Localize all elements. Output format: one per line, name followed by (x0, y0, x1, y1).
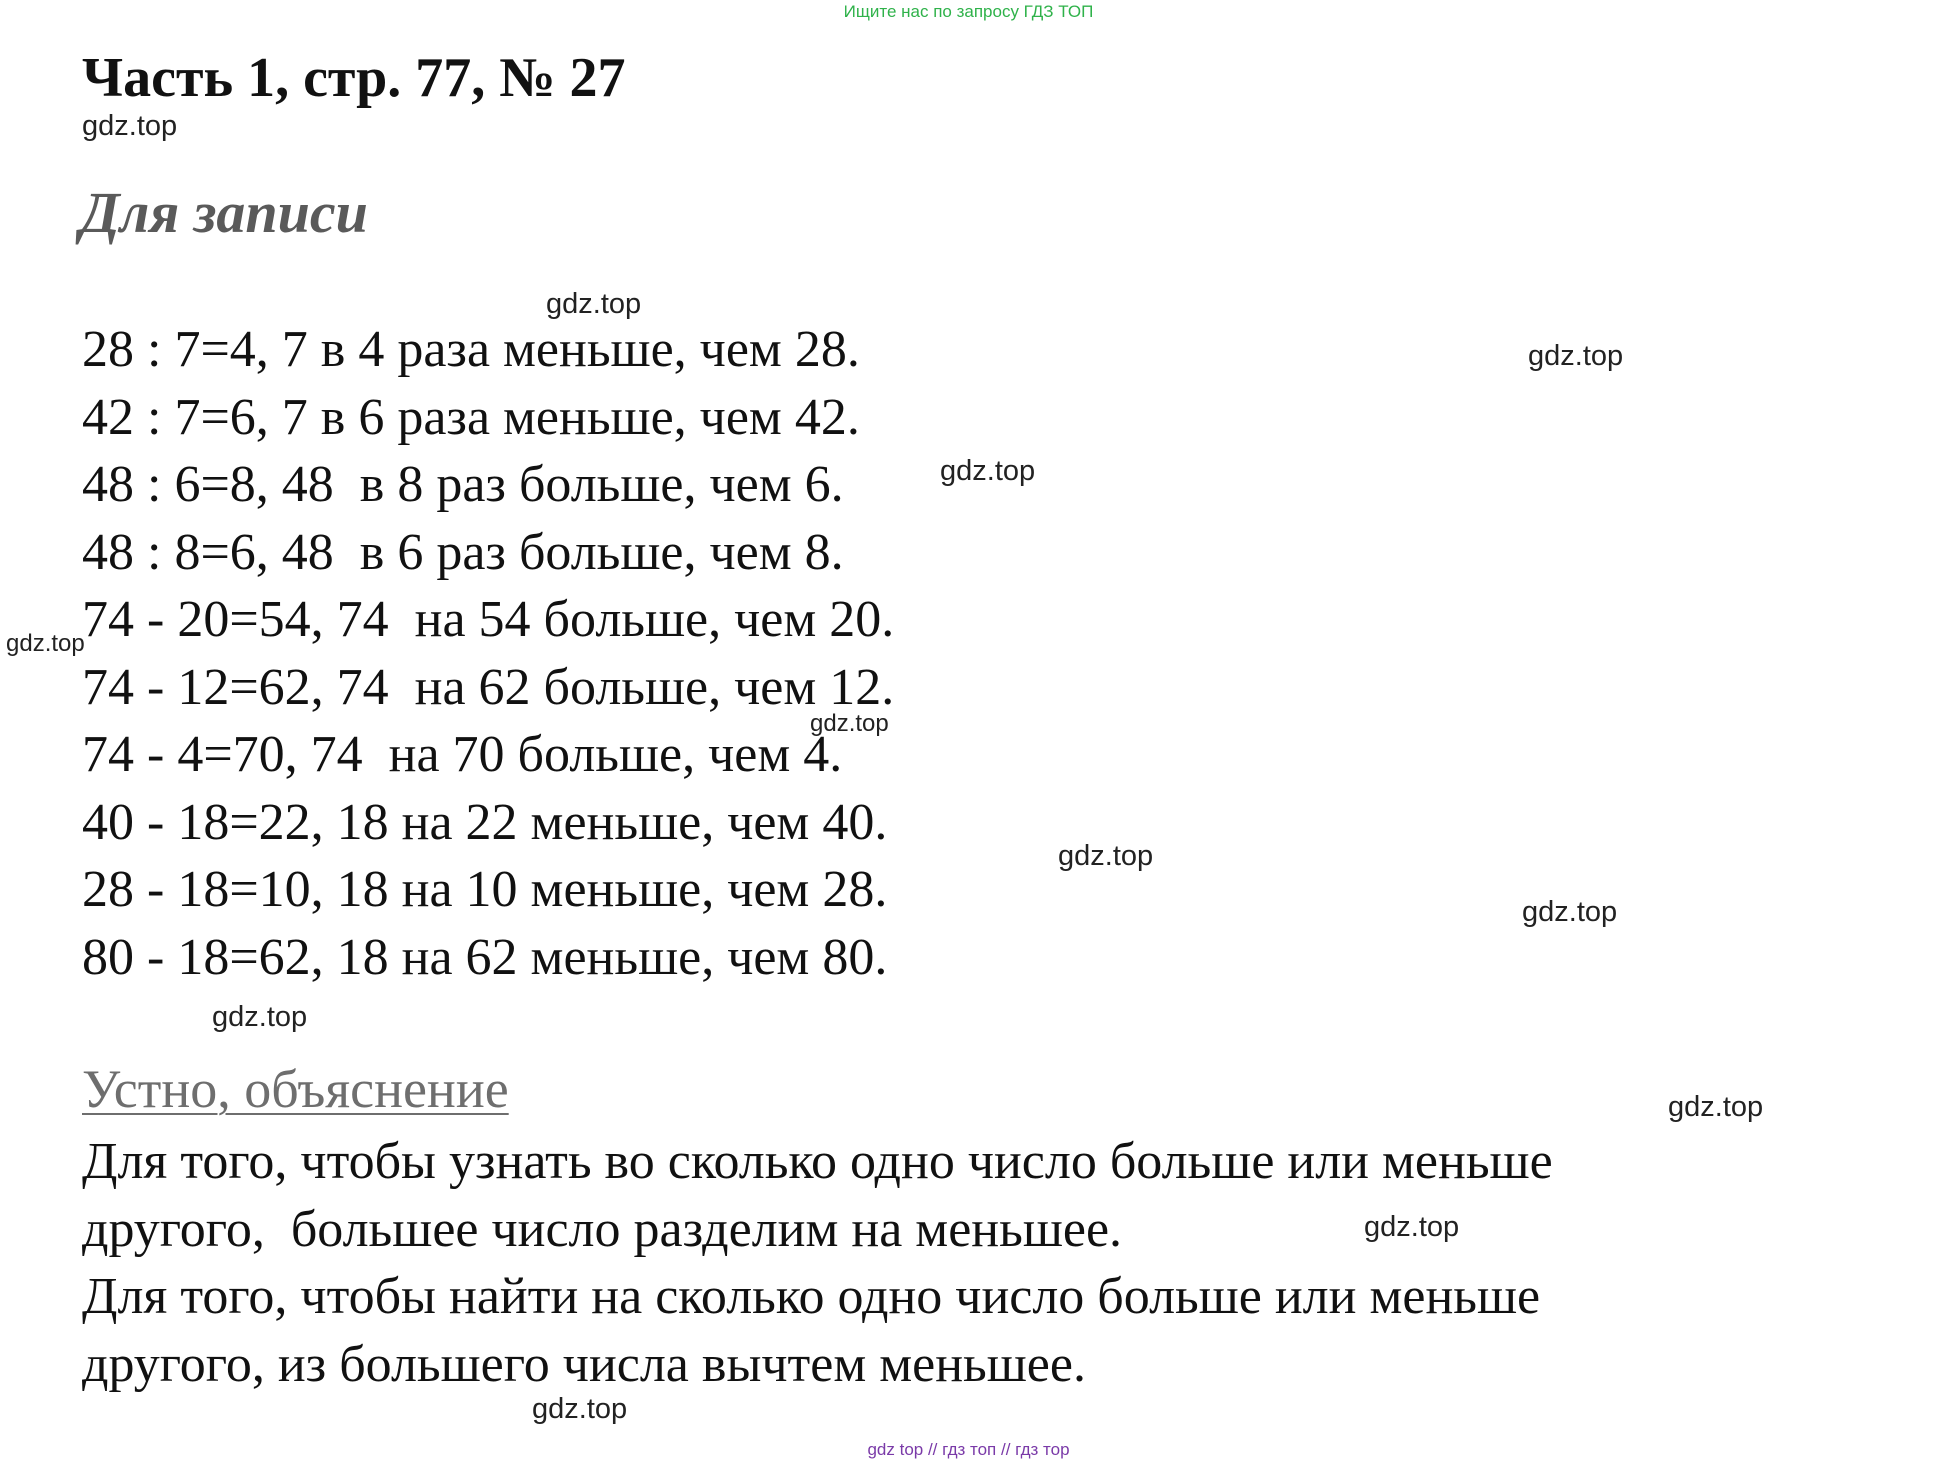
equation-line: 28 - 18=10, 18 на 10 меньше, чем 28. (82, 861, 888, 918)
explanation-line: другого, большее число разделим на меньшее. (82, 1200, 1123, 1258)
equation-line: 40 - 18=22, 18 на 22 меньше, чем 40. (82, 793, 888, 851)
equation-line: 28 : 7=4, 7 в 4 раза меньше, чем 28. (82, 321, 860, 378)
watermark: gdz.top (6, 630, 85, 657)
equation-list (82, 316, 894, 991)
watermark: gdz.top (1668, 1091, 1764, 1123)
watermark: gdz.top (940, 455, 1036, 487)
watermark: gdz.top (1364, 1211, 1460, 1243)
watermark: gdz.top (82, 110, 178, 142)
equation-line: 42 : 7=6, 7 в 6 раза меньше, чем 42. (82, 388, 860, 446)
watermark: gdz.top (1058, 840, 1154, 872)
explanation-line: другого, из большего числа вычтем меньшее. (82, 1335, 1086, 1393)
watermark: gdz.top (532, 1393, 628, 1425)
watermark: gdz.top (212, 1001, 308, 1033)
page-title: Часть 1, стр. 77, № 27 (82, 47, 626, 109)
equation-line: 80 - 18=62, 18 на 62 меньше, чем 80. (82, 928, 888, 986)
watermark: gdz.top (810, 710, 889, 737)
explanation-text (82, 1128, 1553, 1398)
explanation-line: Для того, чтобы узнать во сколько одно число больше или меньше (82, 1133, 1553, 1190)
watermark: gdz.top (546, 288, 642, 320)
footer-links[interactable]: gdz top // гдз топ // гдз тор (867, 1440, 1070, 1459)
top-banner[interactable]: Ищите нас по запросу ГДЗ ТОП (843, 2, 1094, 21)
watermark: gdz.top (1522, 896, 1618, 928)
equation-line: 74 - 4=70, 74 на 70 больше, чем 4. (82, 726, 843, 783)
equation-line: 74 - 12=62, 74 на 62 больше, чем 12. (82, 658, 895, 716)
oral-heading: Устно, объяснение (82, 1059, 509, 1119)
explanation-line: Для того, чтобы найти на сколько одно число больше или меньше (82, 1268, 1541, 1325)
watermark: gdz.top (1528, 340, 1624, 372)
equation-line: 48 : 6=8, 48 в 8 раз больше, чем 6. (82, 456, 844, 513)
equation-line: 48 : 8=6, 48 в 6 раз больше, чем 8. (82, 523, 844, 581)
equation-line: 74 - 20=54, 74 на 54 больше, чем 20. (82, 591, 895, 648)
section-heading: Для записи (80, 180, 368, 245)
